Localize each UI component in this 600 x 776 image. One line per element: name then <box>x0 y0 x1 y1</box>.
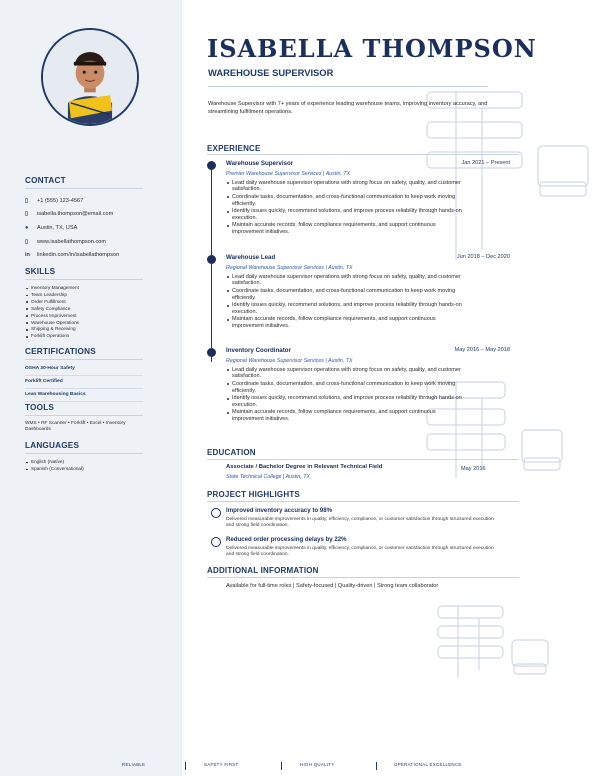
education-heading: EDUCATION <box>207 448 256 457</box>
job-dates: Jan 2021 – Present <box>461 160 510 166</box>
job-company: Regional Warehouse Supervisor Services | Austin, TX <box>226 357 353 364</box>
contact-website-text: www.isabellathompson.com <box>37 238 107 245</box>
contact-email[interactable] <box>25 208 143 222</box>
experience-divider <box>207 154 519 155</box>
skills-list <box>25 285 143 340</box>
contact-location-text: Austin, TX, USA <box>37 224 78 231</box>
skills-heading: SKILLS <box>25 267 143 280</box>
contact-section <box>25 176 143 262</box>
languages-list <box>25 459 143 473</box>
skill-item: Order Fulfillment <box>25 299 143 306</box>
contact-linkedin[interactable] <box>25 248 143 262</box>
skill-item: Safety Compliance <box>25 306 143 313</box>
phone-icon: ▯ <box>25 197 29 204</box>
linkedin-icon: in <box>25 252 30 259</box>
worker-portrait-icon <box>43 30 137 124</box>
location-icon: ● <box>25 224 29 231</box>
project-description: Delivered measurable improvements in quality, efficiency, compliance, or customer satisfaction through structured execution and strong field coordination. <box>226 517 494 529</box>
education-school: State Technical College | Austin, TX <box>226 474 311 480</box>
job-bullet: Maintain accurate records, follow compliance requirements, and support continuous improvement initiatives. <box>226 409 466 423</box>
certifications-heading: CERTIFICATIONS <box>25 347 143 360</box>
avatar <box>41 28 139 126</box>
certification-item: Forklift Certified <box>25 378 143 389</box>
candidate-role: WAREHOUSE SUPERVISOR <box>208 67 334 78</box>
skill-item: Process Improvement <box>25 313 143 320</box>
timeline-dot <box>207 161 216 170</box>
certifications-section <box>25 347 143 404</box>
skills-section <box>25 267 143 340</box>
job-company: Premier Warehouse Supervisor Services | Austin, TX <box>226 170 351 177</box>
education-divider <box>207 459 519 460</box>
footer-label: SAFETY FIRST <box>204 762 239 767</box>
certification-item: OSHA 30-Hour Safety <box>25 365 143 376</box>
footer-strip <box>0 762 600 772</box>
project-marker-icon <box>211 537 221 547</box>
project-title: Reduced order processing delays by 22% <box>226 536 347 543</box>
job-bullet: Coordinate tasks, documentation, and cross-functional communication to keep work moving efficiently. <box>226 288 466 302</box>
job-bullet: Coordinate tasks, documentation, and cross-functional communication to keep work moving efficiently. <box>226 381 466 395</box>
languages-section <box>25 441 143 473</box>
skill-item: Inventory Management <box>25 285 143 292</box>
languages-heading: LANGUAGES <box>25 441 143 454</box>
certification-item: Lean Warehousing Basics <box>25 391 143 402</box>
job-bullet: Identify issues quickly, recommend solutions, and improve process reliability through hands-on execution. <box>226 395 466 409</box>
timeline-dot <box>207 348 216 357</box>
contact-location <box>25 221 143 235</box>
job-bullets <box>226 274 510 331</box>
candidate-name: ISABELLA THOMPSON <box>207 34 537 63</box>
job-bullet: Lead daily warehouse supervisor operations with strong focus on safety, quality, and customer satisfaction. <box>226 367 466 381</box>
contact-heading: CONTACT <box>25 176 143 189</box>
globe-icon: ▯ <box>25 238 29 245</box>
education-date: May 2016 <box>461 466 486 472</box>
additional-heading: ADDITIONAL INFORMATION <box>207 566 319 575</box>
sidebar <box>0 0 182 776</box>
job-bullet: Maintain accurate records, follow compliance requirements, and support continuous improvement initiatives. <box>226 222 466 236</box>
job-dates: May 2016 – May 2018 <box>454 347 510 353</box>
timeline-dot <box>207 255 216 264</box>
project-description: Delivered measurable improvements in quality, efficiency, compliance, or customer satisfaction through structured execution and strong field coordination. <box>226 546 494 558</box>
footer-label: RELIABLE <box>122 762 146 767</box>
header-divider <box>208 86 488 87</box>
job-title: Inventory Coordinator <box>226 347 291 354</box>
education-degree: Associate / Bachelor Degree in Relevant Technical Field <box>226 464 383 470</box>
job-company: Regional Warehouse Supervisor Services | Austin, TX <box>226 264 353 271</box>
job-entry <box>226 254 510 331</box>
footer-divider <box>281 762 282 770</box>
job-bullet: Lead daily warehouse supervisor operations with strong focus on safety, quality, and customer satisfaction. <box>226 180 466 194</box>
footer-label: OPERATIONAL EXCELLENCE <box>394 762 462 767</box>
projects-heading: PROJECT HIGHLIGHTS <box>207 490 300 499</box>
job-bullet: Identify issues quickly, recommend solutions, and improve process reliability through hands-on execution. <box>226 208 466 222</box>
job-entry <box>226 160 510 237</box>
job-title: Warehouse Supervisor <box>226 160 294 167</box>
job-entry <box>226 347 510 424</box>
skill-item: Warehouse Operations <box>25 320 143 327</box>
job-bullets <box>226 180 510 237</box>
job-dates: Jun 2018 – Dec 2020 <box>456 254 510 260</box>
contact-linkedin-text: linkedin.com/in/isabellathompson <box>37 252 120 259</box>
contact-phone-text: +1 (555) 123-4567 <box>37 197 84 204</box>
footer-divider <box>376 762 377 770</box>
skill-item: Team Leadership <box>25 292 143 299</box>
projects-divider <box>207 501 519 502</box>
skill-item: Shipping & Receiving <box>25 326 143 333</box>
footer-label: HIGH QUALITY <box>300 762 335 767</box>
job-bullet: Coordinate tasks, documentation, and cross-functional communication to keep work moving efficiently. <box>226 194 466 208</box>
tools-text: WMS • RF Scanner • Forklift • Excel • Inventory Dashboards <box>25 421 126 433</box>
project-marker-icon <box>211 508 221 518</box>
job-bullet: Maintain accurate records, follow compliance requirements, and support continuous improvement initiatives. <box>226 316 466 330</box>
additional-text: Available for full-time roles | Safety-focused | Quality-driven | Strong team collaborator <box>226 583 439 589</box>
contact-phone[interactable] <box>25 194 143 208</box>
skill-item: Forklift Operations <box>25 333 143 340</box>
job-bullets <box>226 367 510 424</box>
contact-website[interactable] <box>25 235 143 249</box>
email-icon: ▯ <box>25 211 29 218</box>
language-item: Spanish (Conversational) <box>25 466 143 473</box>
summary-text: Warehouse Supervisor with 7+ years of experience leading warehouse teams, improving inventory accuracy, and streamlining fulfillment operations. <box>208 101 488 115</box>
language-item: English (Native) <box>25 459 143 466</box>
project-title: Improved inventory accuracy to 98% <box>226 507 333 514</box>
job-title: Warehouse Lead <box>226 254 276 261</box>
job-bullet: Lead daily warehouse supervisor operations with strong focus on safety, quality, and customer satisfaction. <box>226 274 466 288</box>
experience-heading: EXPERIENCE <box>207 144 261 153</box>
additional-divider <box>207 577 519 578</box>
job-bullet: Identify issues quickly, recommend solutions, and improve process reliability through hands-on execution. <box>226 302 466 316</box>
footer-divider <box>185 762 186 770</box>
tools-section <box>25 403 143 434</box>
contact-email-text: isabella.thompson@email.com <box>37 211 114 218</box>
tools-heading: TOOLS <box>25 403 143 416</box>
